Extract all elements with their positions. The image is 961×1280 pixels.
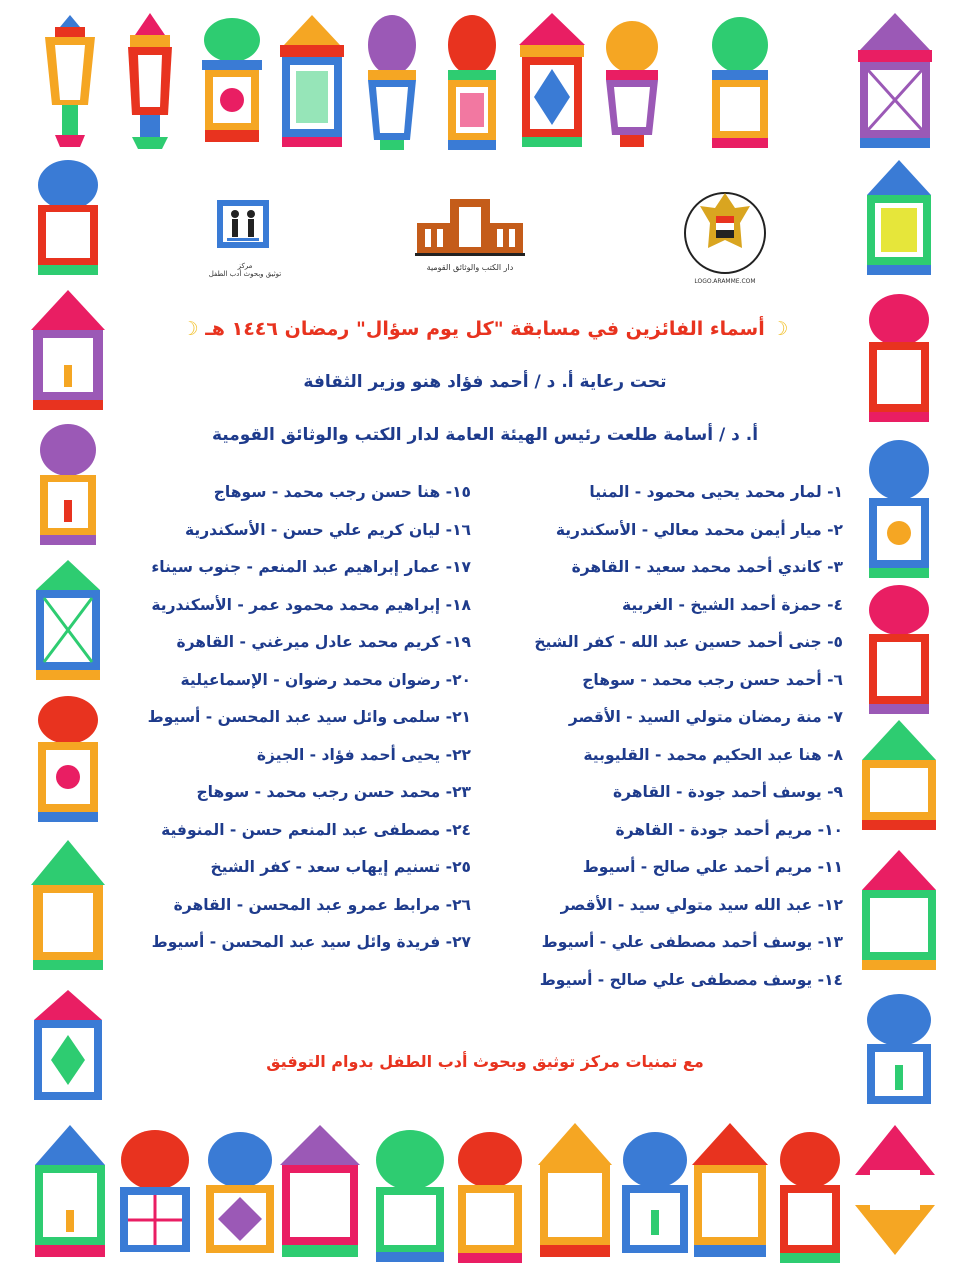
list-item: ١٩- كريم محمد عادل ميرغني - القاهرة	[176, 633, 471, 651]
list-item: ١٧- عمار إبراهيم عبد المنعم - جنوب سيناء	[151, 558, 471, 576]
lantern-icon	[712, 17, 768, 148]
lantern-icon	[38, 696, 98, 822]
logo-bar	[0, 178, 961, 308]
lantern-icon	[622, 1132, 688, 1253]
list-item: ٢- ميار أيمن محمد معالي - الأسكندرية	[555, 520, 843, 539]
lantern-icon	[368, 15, 416, 150]
lantern-icon	[869, 294, 929, 422]
lantern-icon	[458, 1132, 522, 1263]
lantern-icon	[120, 1130, 190, 1252]
lantern-icon	[202, 18, 262, 142]
list-item: ٢٤- مصطفى عبد المنعم حسن - المنوفية	[161, 820, 471, 839]
lantern-icon	[606, 21, 658, 147]
list-item: ٦- أحمد حسن رجب محمد - سوهاج	[582, 670, 843, 689]
lantern-icon	[40, 424, 96, 545]
lantern-icon	[867, 994, 931, 1104]
list-item: ١٨- إبراهيم محمد محمود عمر - الأسكندرية	[151, 595, 471, 614]
list-item: ١٥- هنا حسن رجب محمد - سوهاج	[213, 483, 471, 501]
sponsor-line: تحت رعاية أ. د / أحمد فؤاد هنو وزير الثقافة	[303, 372, 667, 392]
lantern-icon	[692, 1123, 768, 1257]
lantern-icon	[280, 15, 344, 147]
lantern-icon	[855, 1125, 935, 1255]
lantern-icon	[31, 290, 105, 410]
list-item: ١٢- عبد الله سيد متولي سيد - الأقصر	[560, 895, 843, 914]
library-logo-caption: دار الكتب والوثائق القومية	[426, 263, 514, 272]
lantern-icon	[858, 13, 932, 148]
lantern-icon	[35, 1125, 105, 1257]
lantern-icon	[862, 850, 936, 970]
list-item: ٥- جنى أحمد حسين عبد الله - كفر الشيخ	[534, 633, 843, 651]
list-item: ١٣- يوسف أحمد مصطفى علي - أسيوط	[541, 933, 843, 951]
list-item: ٢٦- مرابط عمرو عبد المحسن - القاهرة	[173, 895, 471, 914]
logo-caption-text: توثيق وبحوث أدب الطفل	[208, 270, 282, 278]
lantern-icon	[45, 15, 95, 147]
logo-mark-text: مركز	[237, 262, 253, 270]
list-item: ٧- منة رمضان متولي السيد - الأقصر	[568, 708, 843, 726]
lantern-icon	[128, 13, 172, 149]
lantern-icon	[34, 990, 102, 1100]
list-item: ٢٧- فريدة وائل سيد عبد المحسن - أسيوط	[151, 933, 471, 951]
lantern-icon	[862, 720, 936, 830]
crescent-moon-icon: ☽	[181, 318, 199, 340]
list-item: ٢١- سلمى وائل سيد عبد المحسن - أسيوط	[147, 708, 471, 726]
title-text: أسماء الفائزين في مسابقة "كل يوم سؤال" رمضان ١٤٤٦ هـ	[205, 318, 765, 340]
national-library-logo	[415, 193, 525, 272]
lantern-icon	[538, 1123, 612, 1257]
lantern-icon	[36, 560, 100, 680]
list-item: ٩- يوسف أحمد جودة - القاهرة	[612, 783, 843, 801]
list-item: ١٦- ليان كريم علي حسن - الأسكندرية	[184, 520, 471, 539]
lantern-icon	[280, 1125, 360, 1257]
list-item: ٢٠- رضوان محمد رضوان - الإسماعيلية	[180, 670, 471, 689]
ministry-eagle-logo	[680, 178, 770, 285]
lantern-icon	[869, 440, 929, 578]
list-item: ١٤- يوسف مصطفى علي صالح - أسيوط	[539, 970, 843, 989]
crescent-moon-icon: ☽	[771, 318, 789, 340]
lantern-icon	[376, 1130, 444, 1262]
chairman-line: أ. د / أسامة طلعت رئيس الهيئة العامة لدار الكتب والوثائق القومية	[211, 425, 759, 445]
list-item: ٣- كاندي أحمد محمد سعيد - القاهرة	[571, 558, 843, 576]
lantern-icon	[31, 840, 105, 970]
bottom-lantern-border	[0, 1115, 961, 1275]
child-literature-center-logo	[208, 198, 282, 278]
top-lantern-border	[0, 5, 961, 165]
list-item: ٢٥- تسنيم إيهاب سعد - كفر الشيخ	[210, 858, 471, 876]
list-item: ١١- مريم أحمد علي صالح - أسيوط	[582, 858, 843, 876]
lantern-icon	[448, 15, 496, 150]
list-item: ٨- هنا عبد الحكيم محمد - القليوبية	[583, 745, 843, 764]
eagle-logo-caption: LOGO.ARAMME.COM	[694, 278, 756, 285]
closing-message: مع تمنيات مركز توثيق وبحوث أدب الطفل بدوام التوفيق	[266, 1052, 704, 1071]
page-title	[120, 318, 850, 340]
list-item: ١- لمار محمد يحيى محمود - المنيا	[589, 483, 843, 501]
list-item: ٢٣- محمد حسن رجب محمد - سوهاج	[196, 783, 471, 801]
lantern-icon	[519, 13, 585, 147]
list-item: ٤- حمزة أحمد الشيخ - الغربية	[622, 595, 843, 614]
winners-list-left	[111, 480, 471, 968]
list-item: ٢٢- يحيى أحمد فؤاد - الجيزة	[256, 745, 471, 764]
list-item: ١٠- مريم أحمد جودة - القاهرة	[615, 820, 843, 839]
lantern-icon	[780, 1132, 840, 1263]
lantern-icon	[206, 1132, 274, 1253]
winners-list-right	[513, 480, 843, 1005]
lantern-icon	[869, 585, 929, 714]
